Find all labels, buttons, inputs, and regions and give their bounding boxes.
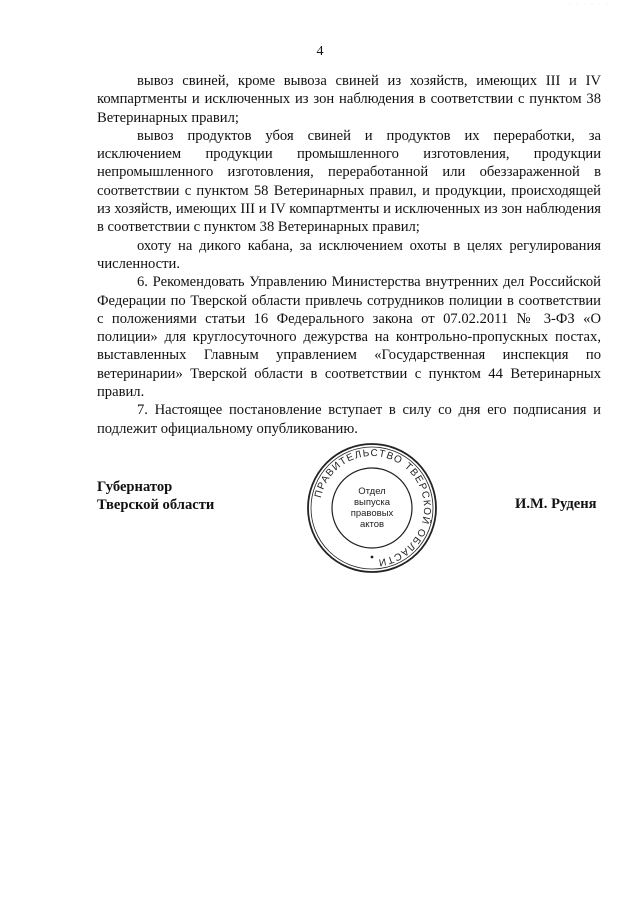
signature-title-line2: Тверской области (97, 497, 215, 513)
document-body (97, 72, 601, 438)
paragraph-boar-hunting: охоту на дикого кабана, за исключением охоты в целях регулирования численности. (97, 237, 601, 272)
signature-title (97, 478, 214, 514)
stamp-ring-text: ПРАВИТЕЛЬСТВО ТВЕРСКОЙ ОБЛАСТИ (313, 447, 433, 568)
stamp-inner-line2: выпуска (353, 497, 391, 508)
stamp-inner-line1: Отдел (358, 486, 386, 497)
stamp-inner-line3: правовых (350, 508, 394, 519)
scan-marks: · · · · · · (568, 2, 610, 8)
page-number: 4 (316, 44, 324, 59)
stamp-inner-text (342, 478, 402, 538)
paragraph-item-6: 6. Рекомендовать Управлению Министерства внутренних дел Российской Федерации по Тверской области привлечь сотрудников полиции в соответствии с положениями статьи 16 Федерального закона от 07.02.2011 № 3-ФЗ «О полиции» для круглосуточного дежурства на контрольно-пропускных постах, выставленных Главным управлением «Государственная инспекция по ветеринарии» Тверской области в соответствии с пунктом 44 Ветеринарных правил. (97, 274, 601, 401)
stamp-inner-line4: актов (359, 519, 385, 530)
paragraph-pig-export: вывоз свиней, кроме вывоза свиней из хозяйств, имеющих III и IV компартменты и исключенных из зон наблюдения в соответствии с пунктом 38 Ветеринарных правил; (97, 73, 601, 126)
paragraph-products-export: вывоз продуктов убоя свиней и продуктов их переработки, за исключением продукции промышленного изготовления, продукции непромышленного изготовления, переработанной или обеззараженной в соответствии с пунктом 58 Ветеринарных правил, и продукции, происходящей из хозяйств, имеющих III и IV компартменты и исключенных из зон наблюдения в соответствии с пунктом 38 Ветеринарных правил; (97, 127, 601, 236)
paragraph-item-7: 7. Настоящее постановление вступает в силу со дня его подписания и подлежит официальному опубликованию. (97, 402, 601, 437)
signature-title-line1: Губернатор (97, 479, 173, 495)
stamp-dot (371, 556, 374, 559)
signatory-name: И.М. Руденя (515, 496, 597, 512)
official-stamp (305, 441, 439, 575)
